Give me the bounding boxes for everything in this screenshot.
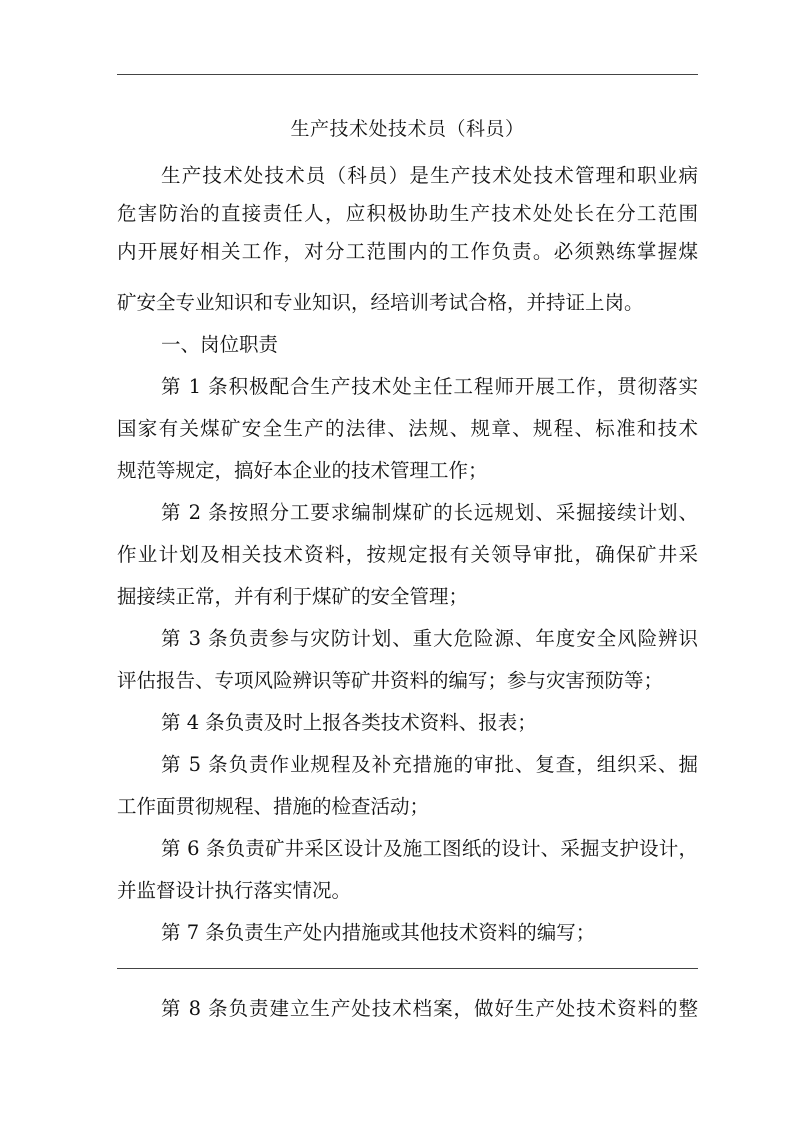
footer-rule [117, 968, 698, 969]
document-title: 生产技术处技术员（科员） [290, 118, 525, 140]
paragraph-line: 第 2 条按照分工要求编制煤矿的长远规划、采掘接续计划、 [161, 501, 698, 524]
paragraph-line: 国家有关煤矿安全生产的法律、法规、规章、规程、标准和技术 [117, 417, 698, 440]
header-rule [117, 74, 698, 75]
paragraph-line: 并监督设计执行落实情况。 [117, 879, 352, 902]
paragraph-line: 第 4 条负责及时上报各类技术资料、报表； [161, 711, 537, 734]
paragraph-line: 作业计划及相关技术资料，按规定报有关领导审批，确保矿井采 [117, 543, 698, 566]
paragraph-line: 第 7 条负责生产处内措施或其他技术资料的编写； [161, 921, 596, 944]
paragraph-line: 内开展好相关工作，对分工范围内的工作负责。必须熟练掌握煤 [117, 240, 698, 263]
paragraph-line: 第 5 条负责作业规程及补充措施的审批、复查，组织采、掘 [161, 753, 698, 776]
paragraph-line: 危害防治的直接责任人，应积极协助生产技术处处长在分工范围 [117, 202, 698, 225]
paragraph-line: 规范等规定，搞好本企业的技术管理工作； [117, 459, 488, 482]
paragraph-line: 第 1 条积极配合生产技术处主任工程师开展工作，贯彻落实 [161, 375, 698, 398]
section-heading: 一、岗位职责 [161, 333, 279, 356]
paragraph-line: 工作面贯彻规程、措施的检查活动； [117, 795, 430, 818]
paragraph-line: 矿安全专业知识和专业知识，经培训考试合格，并持证上岗。 [117, 291, 644, 314]
paragraph-line: 生产技术处技术员（科员）是生产技术处技术管理和职业病 [161, 164, 698, 187]
paragraph-line: 评估报告、专项风险辨识等矿井资料的编写；参与灾害预防等； [117, 669, 664, 692]
paragraph-line: 第 6 条负责矿井采区设计及施工图纸的设计、采掘支护设计， [161, 837, 698, 860]
paragraph-line: 掘接续正常，并有利于煤矿的安全管理； [117, 585, 469, 608]
paragraph-line: 第 3 条负责参与灾防计划、重大危险源、年度安全风险辨识 [161, 627, 698, 650]
paragraph-line: 第 8 条负责建立生产处技术档案，做好生产处技术资料的整 [161, 997, 698, 1020]
